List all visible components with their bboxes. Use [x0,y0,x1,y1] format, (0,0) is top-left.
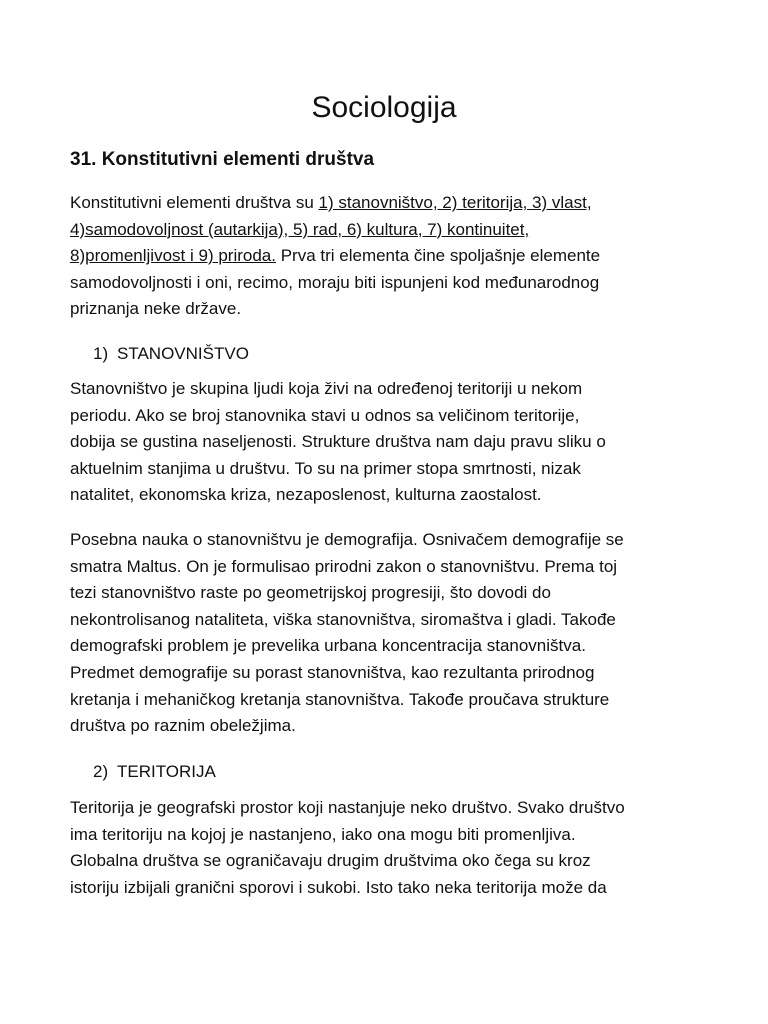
paragraph-line: periodu. Ako se broj stanovnika stavi u odnos sa veličinom teritorije, [70,405,580,425]
section-heading: 31. Konstitutivni elementi društva [70,149,375,170]
paragraph-line: kretanja i mehaničkog kretanja stanovništva. Takođe proučava strukture [70,689,610,709]
list-label: TERITORIJA [117,762,216,781]
intro-line: Konstitutivni elementi društva su 1) stanovništvo, 2) teritorija, 3) vlast, [70,193,592,212]
list-number: 1) [93,344,109,363]
paragraph-line: Posebna nauka o stanovništvu je demografija. Osnivačem demografije se [70,530,624,549]
list-heading-teritorija [93,759,216,785]
paragraph-line: natalitet, ekonomska kriza, nezaposlenost, kulturna zaostalost. [70,485,542,505]
paragraph-line: nekontrolisanog nataliteta, viška stanovništva, siromaštva i gladi. Takođe [70,609,616,629]
list-number: 2) [93,762,109,781]
paragraph-line: ima teritoriju na kojoj je nastanjeno, iako ona mogu biti promenljiva. [70,824,576,844]
elements-list-underlined: 4)samodovoljnost (autarkija), 5) rad, 6) kultura, 7) kontinuitet, [70,219,530,239]
paragraph-line: tezi stanovništvo raste po geometrijskoj progresiji, što dovodi do [70,583,551,603]
elements-list-underlined: 8)promenljivost i 9) priroda. [70,246,276,266]
paragraph-line: istoriju izbijali granični sporovi i sukobi. Isto tako neka teritorija može da [70,877,607,897]
paragraph-line: dobija se gustina naseljenosti. Strukture društva nam daju pravu sliku o [70,432,606,452]
elements-list-underlined: 1) stanovništvo, 2) teritorija, 3) vlast, [318,193,592,212]
intro-line: samodovoljnosti i oni, recimo, moraju biti ispunjeni kod međunarodnog [70,272,600,292]
intro-paragraph [70,190,700,323]
paragraph-line: društva po raznim obeležjima. [70,716,296,736]
paragraph-line: Teritorija je geografski prostor koji nastanjuje neko društvo. Svako društvo [70,798,625,817]
paragraph-line: Predmet demografije su porast stanovništva, kao rezultanta prirodnog [70,662,595,682]
paragraph-line: aktuelnim stanjima u društvu. To su na primer stopa smrtnosti, nizak [70,458,581,478]
intro-line: 8)promenljivost i 9) priroda. Prva tri elementa čine spoljašnje elemente [70,246,601,266]
teritorija-paragraph [70,795,700,901]
list-label: STANOVNIŠTVO [117,344,249,363]
intro-line [70,217,700,244]
intro-line: priznanja neke države. [70,299,242,319]
paragraph-line: Globalna društva se ograničavaju drugim društvima oko čega su kroz [70,851,591,871]
stanovnistvo-paragraph [70,376,700,509]
demografija-paragraph [70,527,700,740]
document-title: Sociologija [311,91,457,124]
paragraph-line: demografski problem je prevelika urbana koncentracija stanovništva. [70,636,586,656]
paragraph-line: Stanovništvo je skupina ljudi koja živi na određenoj teritoriji u nekom [70,379,583,398]
paragraph-line: smatra Maltus. On je formulisao prirodni zakon o stanovništvu. Prema toj [70,556,618,576]
list-heading-stanovnistvo [93,341,249,367]
